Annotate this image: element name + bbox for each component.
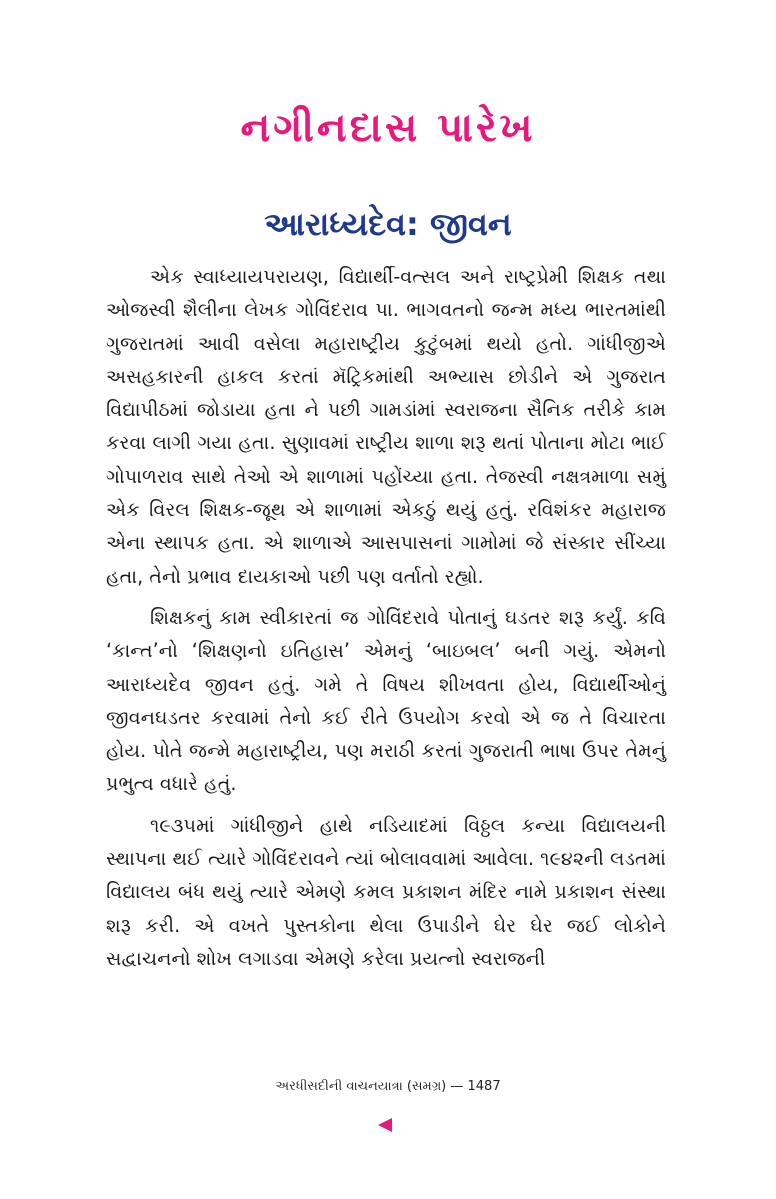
page-footer: અરધીસદીની વાચનયાત્રા (સમગ્ર) — 1487 (275, 1079, 501, 1094)
paragraph-1: એક સ્વાધ્યાયપરાયણ, વિદ્યાર્થી-વત્સલ અને રાષ્ટ્રપ્રેમી શિક્ષક તથા ઓજસ્વી શૈલીના લેખક ગોવિંદરાવ પા. ભાગવતનો જન્મ મધ્ય ભારતમાંથી ગુજરાતમાં આવી વસેલા મહારાષ્ટ્રીય કુટુંબમાં થયો હતો. ગાંધીજીએ અસહકારની હાકલ કરતાં મૅટ્રિકમાંથી અભ્યાસ છોડીને એ ગુજરાત વિદ્યાપીઠમાં જોડાયા હતા ને પછી ગામડાંમાં સ્વરાજના સૈનિક તરીકે કામ કરવા લાગી ગયા હતા. સુણાવમાં રાષ્ટ્રીય શાળા શરૂ થતાં પોતાના મોટા ભાઈ ગોપાળરાવ સાથે તેઓ એ શાળામાં પહોંચ્યા હતા. તેજસ્વી નક્ષત્રમાળા સમું એક વિરલ શિક્ષક-જૂથ એ શાળામાં એકઠું થયું હતું. રવિશંકર મહારાજ એના સ્થાપક હતા. એ શાળાએ આસપાસનાં ગામોમાં જે સંસ્કાર સીંચ્યા હતા, તેનો પ્રભાવ દાયકાઓ પછી પણ વર્તાતો રહ્યો. (106, 265, 666, 588)
author-name: નગીનદાસ પારેખ (240, 105, 536, 151)
paragraph-2: શિક્ષકનું કામ સ્વીકારતાં જ ગોવિંદરાવે પોતાનું ઘડતર શરૂ કર્યું. કવિ ‘કાન્ત’નો ‘શિક્ષણનો ઇતિહાસ’ એમનું ‘બાઇબલ’ બની ગયું. એમનો આરાધ્યદેવ જીવન હતું. ગમે તે વિષય શીખવતા હોય, વિદ્યાર્થીઓનું જીવનઘડતર કરવામાં તેનો કઈ રીતે ઉપયોગ કરવો એ જ તે વિચારતા હોય. પોતે જન્મે મહારાષ્ટ્રીય, પણ મરાઠી કરતાં ગુજરાતી ભાષા ઉપર તેમનું પ્રભુત્વ વધારે હતું. (106, 605, 666, 796)
article-title: આરાધ્યદેવ: જીવન (264, 205, 512, 243)
paragraph-3: ૧૯૩૫માં ગાંધીજીને હાથે નડિયાદમાં વિઠ્ઠલ કન્યા વિદ્યાલયની સ્થાપના થઈ ત્યારે ગોવિંદરાવને ત્યાં બોલાવવામાં આવેલા. ૧૯૪૨ની લડતમાં વિદ્યાલય બંધ થયું ત્યારે એમણે કમલ પ્રકાશન મંદિર નામે પ્રકાશન સંસ્થા શરૂ કરી. એ વખતે પુસ્તકોના થેલા ઉપાડીને ઘેર ઘેર જઈ લોકોને સદ્વાચનનો શોખ લગાડવા એમણે કરેલા પ્રયત્નો સ્વરાજની (106, 813, 666, 970)
left-triangle-icon[interactable] (378, 1118, 392, 1132)
article-body (106, 260, 666, 983)
